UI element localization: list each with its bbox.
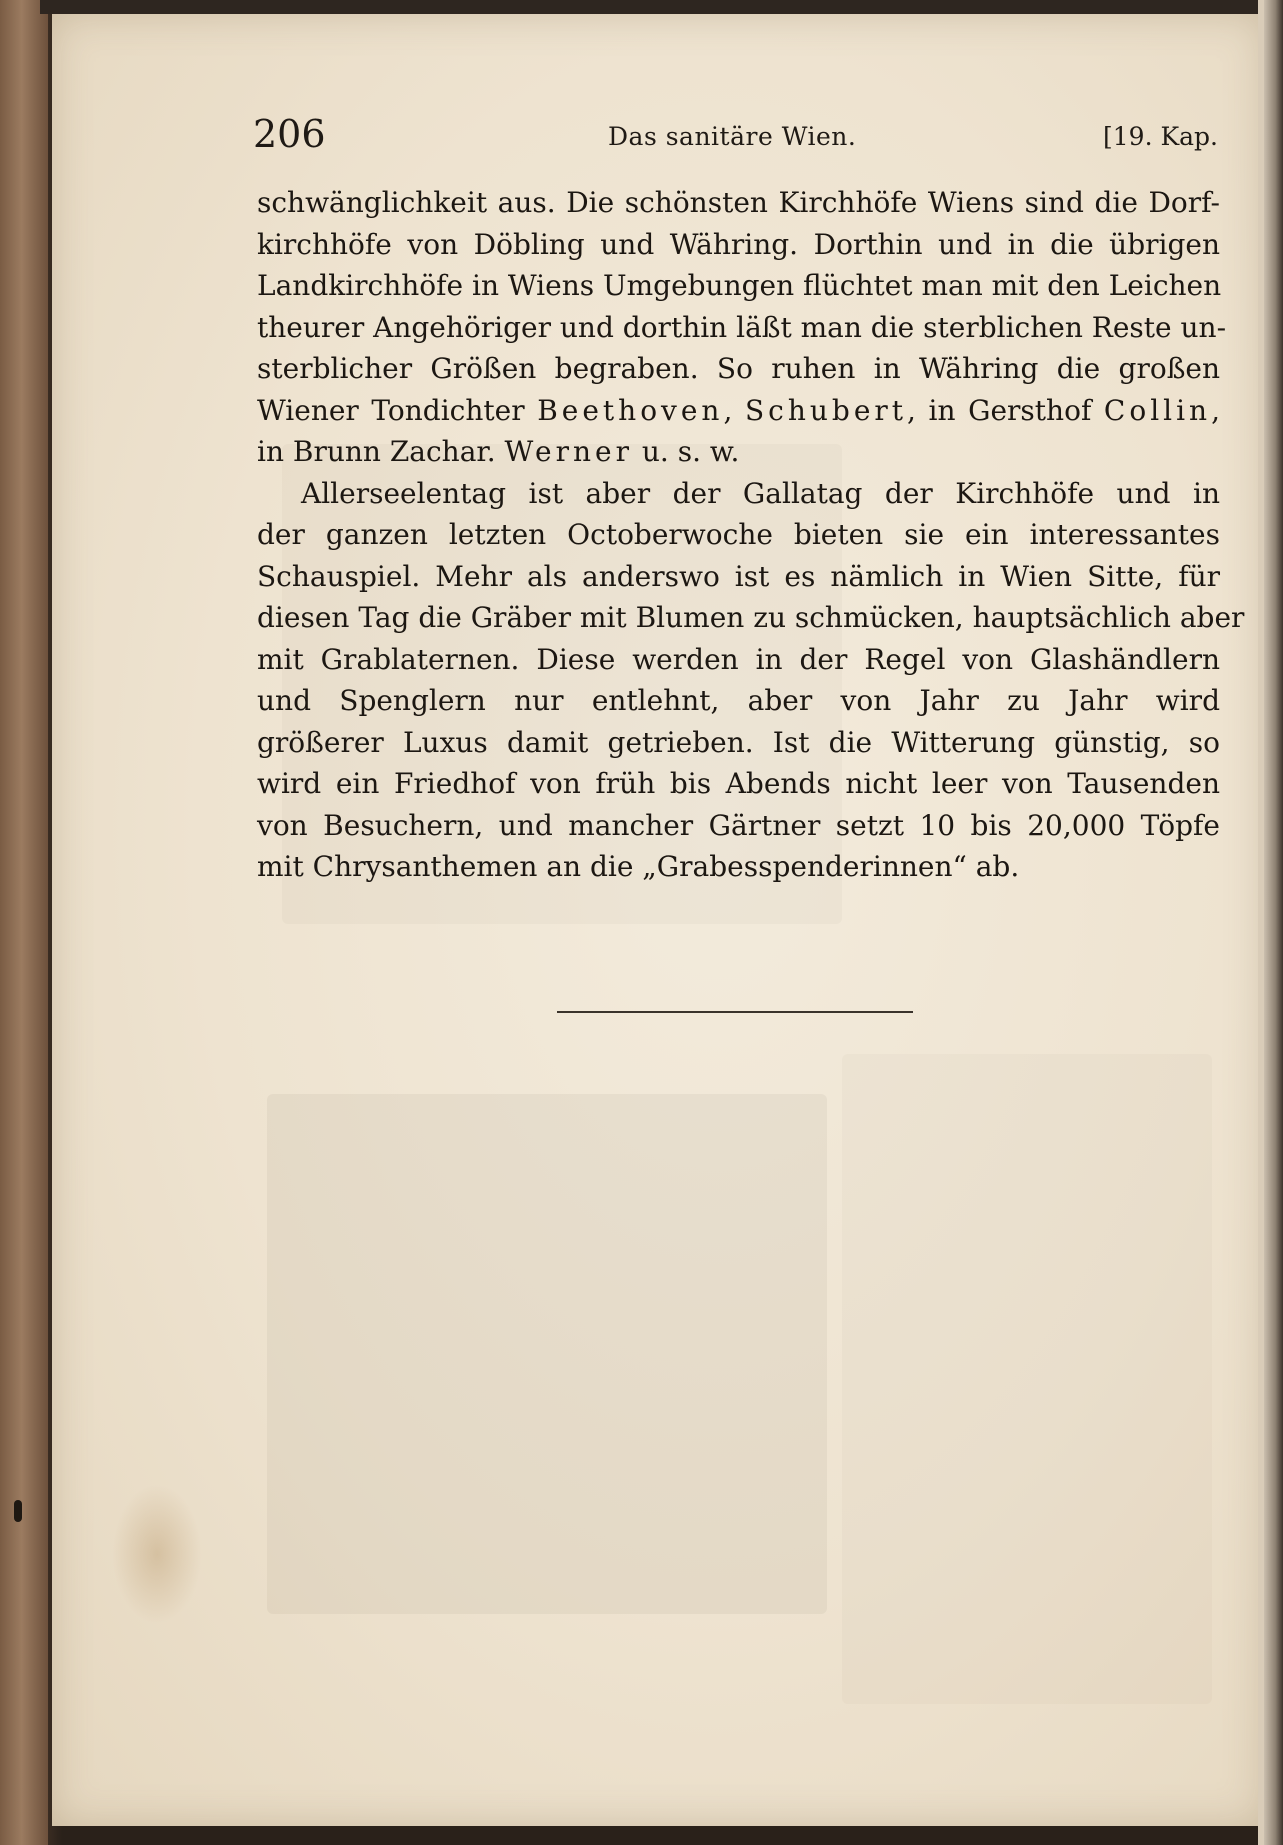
- text-fragment: ,: [723, 393, 745, 427]
- book-right-edge: [1264, 0, 1283, 1845]
- person-name-collin: Collin: [1103, 393, 1212, 427]
- text-line: theurer Angehöriger und dorthin läßt man die sterblichen Reste un-: [257, 310, 1227, 344]
- text-fragment: Wiener Tondichter: [257, 393, 538, 427]
- text-line: der ganzen letzten Octoberwoche bieten sie ein interessantes: [257, 518, 1220, 551]
- section-divider: [557, 1011, 913, 1013]
- text-line: [257, 390, 1220, 432]
- text-line: mit Chrysanthemen an die „Grabesspenderinnen“ ab.: [257, 850, 1020, 883]
- top-edge: [40, 0, 1283, 14]
- person-name-werner: Werner: [504, 435, 633, 468]
- text-fragment: u. s. w.: [632, 435, 740, 468]
- text-line: größerer Luxus damit getrieben. Ist die Witterung günstig, so: [257, 725, 1220, 759]
- chapter-marker: [19. Kap.: [1103, 122, 1218, 151]
- bleed-through-column: [842, 1054, 1212, 1704]
- text-fragment: ,: [1211, 393, 1220, 427]
- text-line: Landkirchhöfe in Wiens Umgebungen flüchtet man mit den Leichen: [257, 269, 1222, 302]
- text-line: von Besuchern, und mancher Gärtner setzt 10 bis 20,000 Töpfe: [257, 808, 1220, 842]
- person-name-schubert: Schubert: [744, 393, 908, 427]
- text-line: mit Grablaternen. Diese werden in der Regel von Glashändlern: [257, 642, 1220, 676]
- text-line: wird ein Friedhof von früh bis Abends nicht leer von Tausenden: [257, 767, 1220, 800]
- page-header: [253, 112, 1218, 162]
- book-spine: [0, 0, 48, 1845]
- text-line: und Spenglern nur entlehnt, aber von Jahr zu Jahr wird: [257, 684, 1220, 717]
- page-number: 206: [253, 112, 326, 156]
- ink-speck: [14, 1500, 22, 1522]
- running-title: Das sanitäre Wien.: [608, 122, 857, 151]
- text-line: Allerseelentag ist aber der Gallatag der Kirchhöfe und in: [301, 476, 1220, 510]
- text-line: sterblicher Größen begraben. So ruhen in Währing die großen: [257, 352, 1220, 385]
- text-line: schwänglichkeit aus. Die schönsten Kirchhöfe Wiens sind die Dorf-: [257, 186, 1220, 219]
- bleed-through-illustration: [267, 1094, 827, 1614]
- text-fragment: in Brunn Zachar.: [257, 435, 505, 468]
- text-fragment: , in Gersthof: [907, 393, 1104, 427]
- text-line: [257, 431, 1220, 473]
- person-name-beethoven: Beethoven: [537, 393, 724, 427]
- text-line: Schauspiel. Mehr als anderswo ist es nämlich in Wien Sitte, für: [257, 559, 1220, 593]
- text-line: diesen Tag die Gräber mit Blumen zu schmücken, hauptsächlich aber: [257, 601, 1245, 634]
- paper-stain: [112, 1484, 202, 1624]
- body-text: [257, 182, 1245, 888]
- text-line: kirchhöfe von Döbling und Währing. Dorthin und in die übrigen: [257, 227, 1220, 261]
